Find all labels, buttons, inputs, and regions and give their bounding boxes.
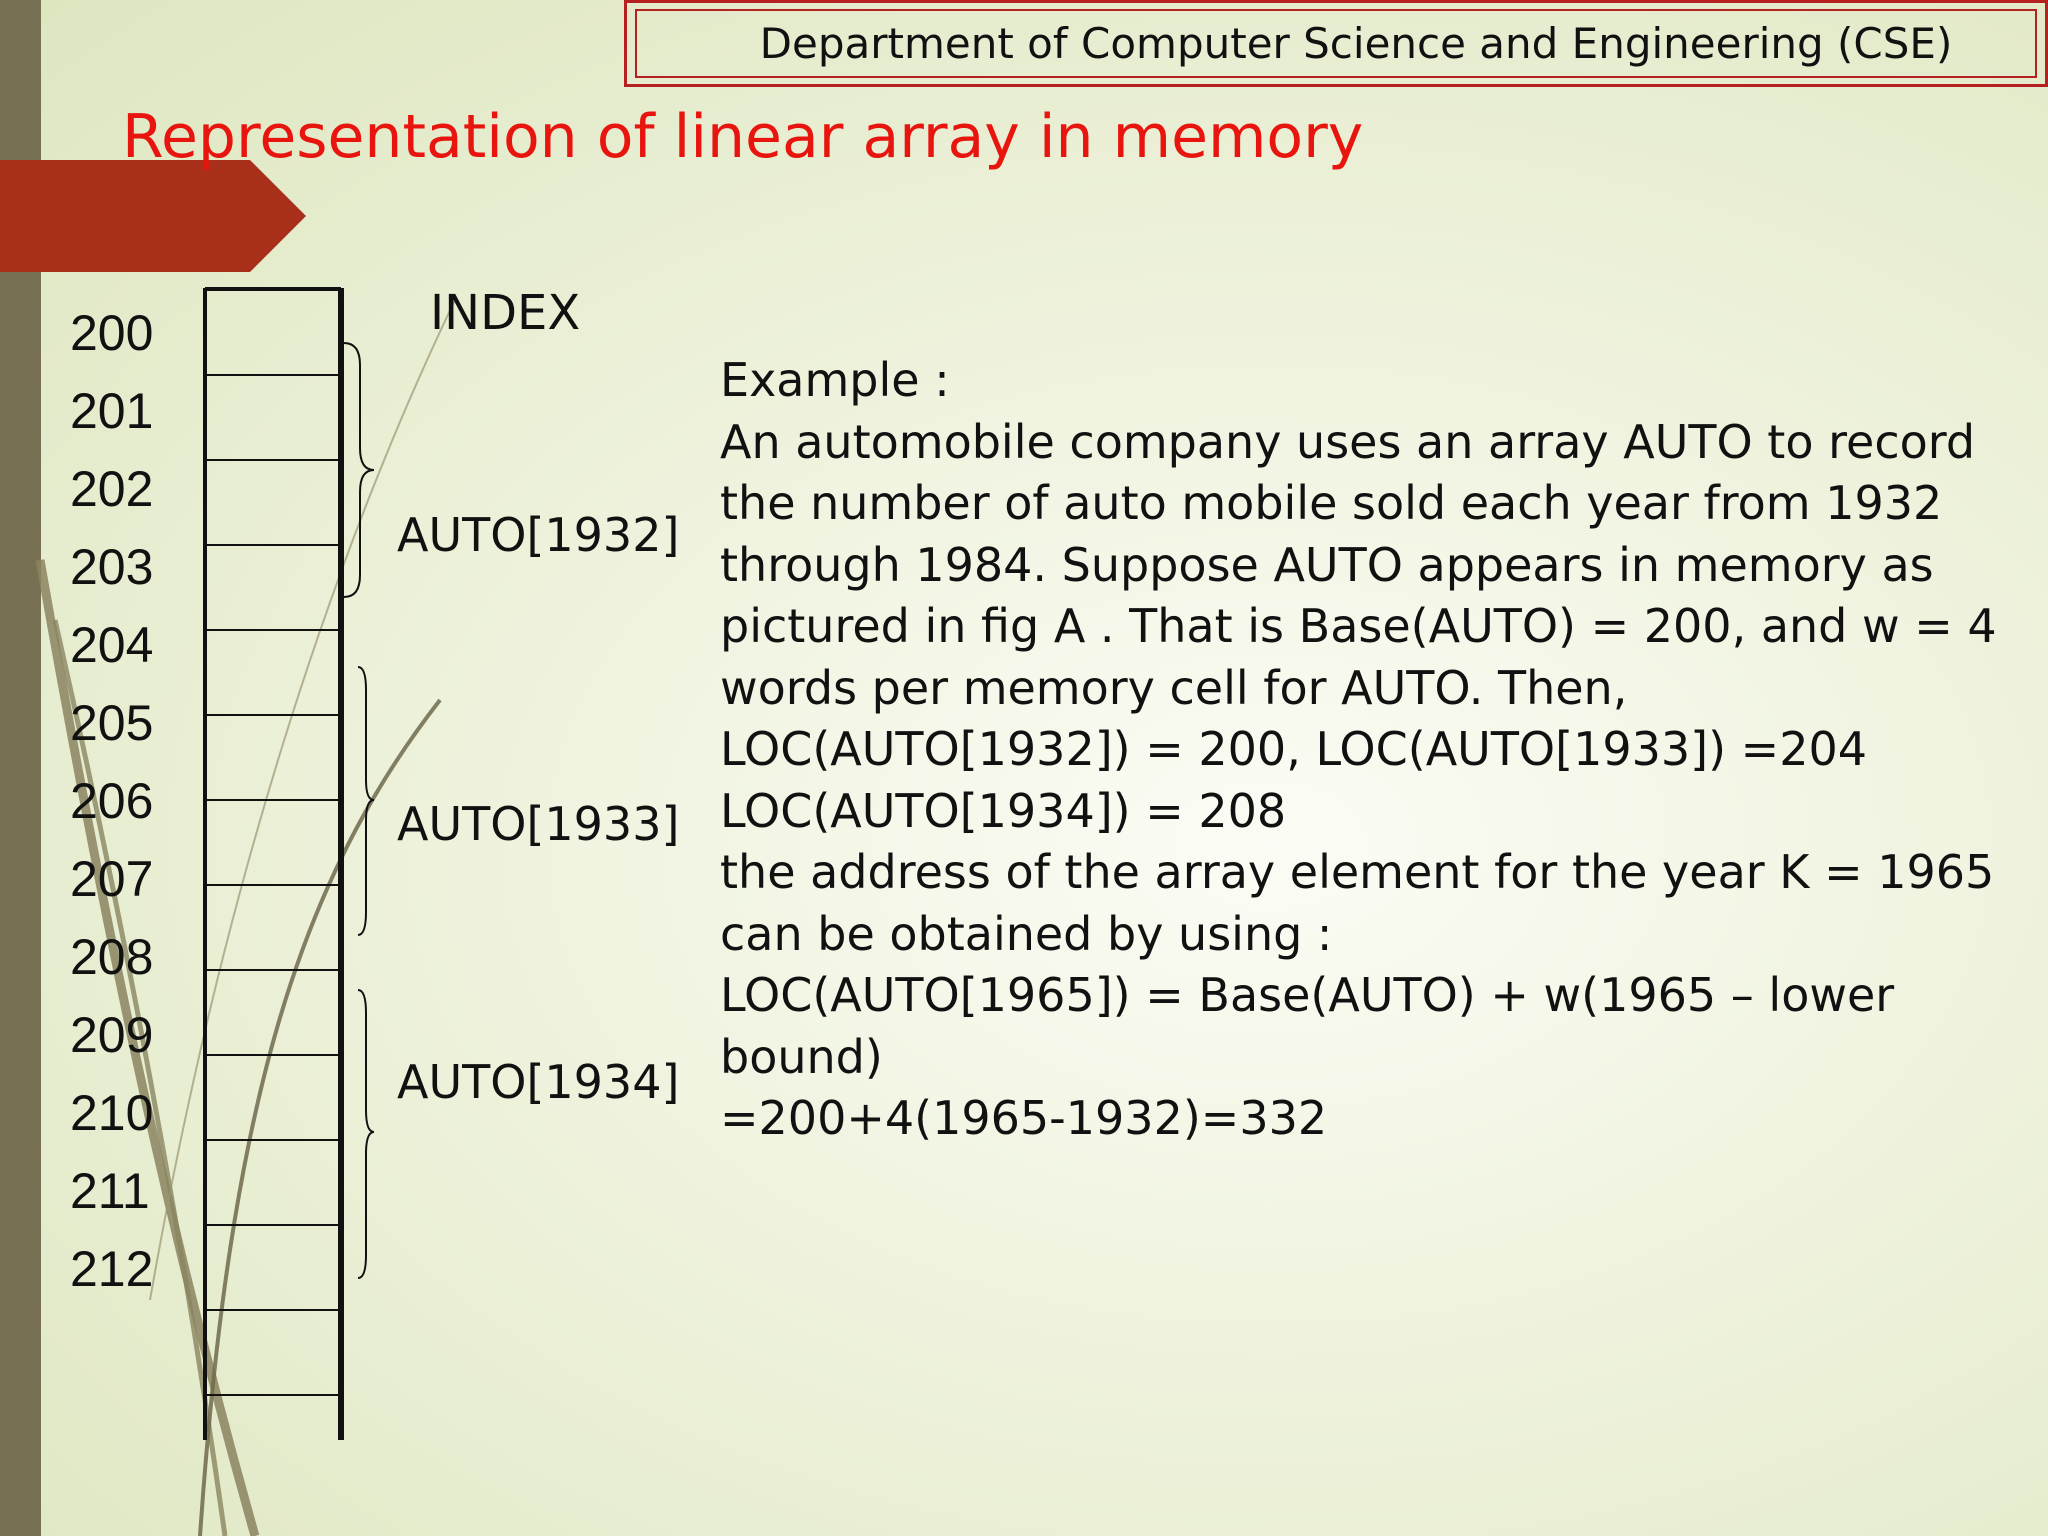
address-label: 207 <box>70 851 154 907</box>
address-label: 201 <box>70 383 154 439</box>
address-label: 203 <box>70 539 154 595</box>
example-line: An automobile company uses an array AUTO to record <box>720 414 1976 469</box>
example-text <box>720 350 2020 1150</box>
brace-1933 <box>358 667 374 935</box>
address-label: 202 <box>70 461 154 517</box>
example-line: =200+4(1965-1932)=332 <box>720 1091 1328 1145</box>
example-line: pictured in fig A . That is Base(AUTO) = 200, and w = 4 <box>720 599 1997 653</box>
slide-title: Representation of linear array in memory <box>122 102 1364 172</box>
address-label: 206 <box>70 773 154 829</box>
address-label: 212 <box>70 1241 154 1297</box>
example-line: LOC(AUTO[1965]) = Base(AUTO) + w(1965 – lower <box>720 968 1895 1022</box>
brace-1932 <box>344 343 374 597</box>
address-label: 211 <box>70 1163 150 1219</box>
group-label-1934: AUTO[1934] <box>397 1055 680 1109</box>
example-line: bound) <box>720 1029 883 1084</box>
example-line: Example : <box>720 353 950 407</box>
example-line: the address of the array element for the year K = 1965 <box>720 845 1995 899</box>
group-label-1932: AUTO[1932] <box>397 508 680 562</box>
address-label: 208 <box>70 929 154 985</box>
address-label: 200 <box>70 305 154 361</box>
index-label: INDEX <box>430 285 581 341</box>
brace-1934 <box>358 990 374 1278</box>
example-line: LOC(AUTO[1932]) = 200, LOC(AUTO[1933]) =204 <box>720 722 1868 776</box>
group-label-1933: AUTO[1933] <box>397 797 680 851</box>
address-label: 205 <box>70 695 154 751</box>
address-label: 210 <box>70 1085 154 1141</box>
example-line: can be obtained by using : <box>720 906 1333 961</box>
example-line: through 1984. Suppose AUTO appears in memory as <box>720 537 1934 592</box>
example-line: the number of auto mobile sold each year from 1932 <box>720 476 1943 530</box>
address-label: 209 <box>70 1007 154 1063</box>
department-header: Department of Computer Science and Engineering (CSE) <box>635 9 2037 78</box>
address-label: 204 <box>70 617 154 673</box>
example-line: LOC(AUTO[1934]) = 208 <box>720 783 1287 838</box>
example-line: words per memory cell for AUTO. Then, <box>720 660 1628 715</box>
